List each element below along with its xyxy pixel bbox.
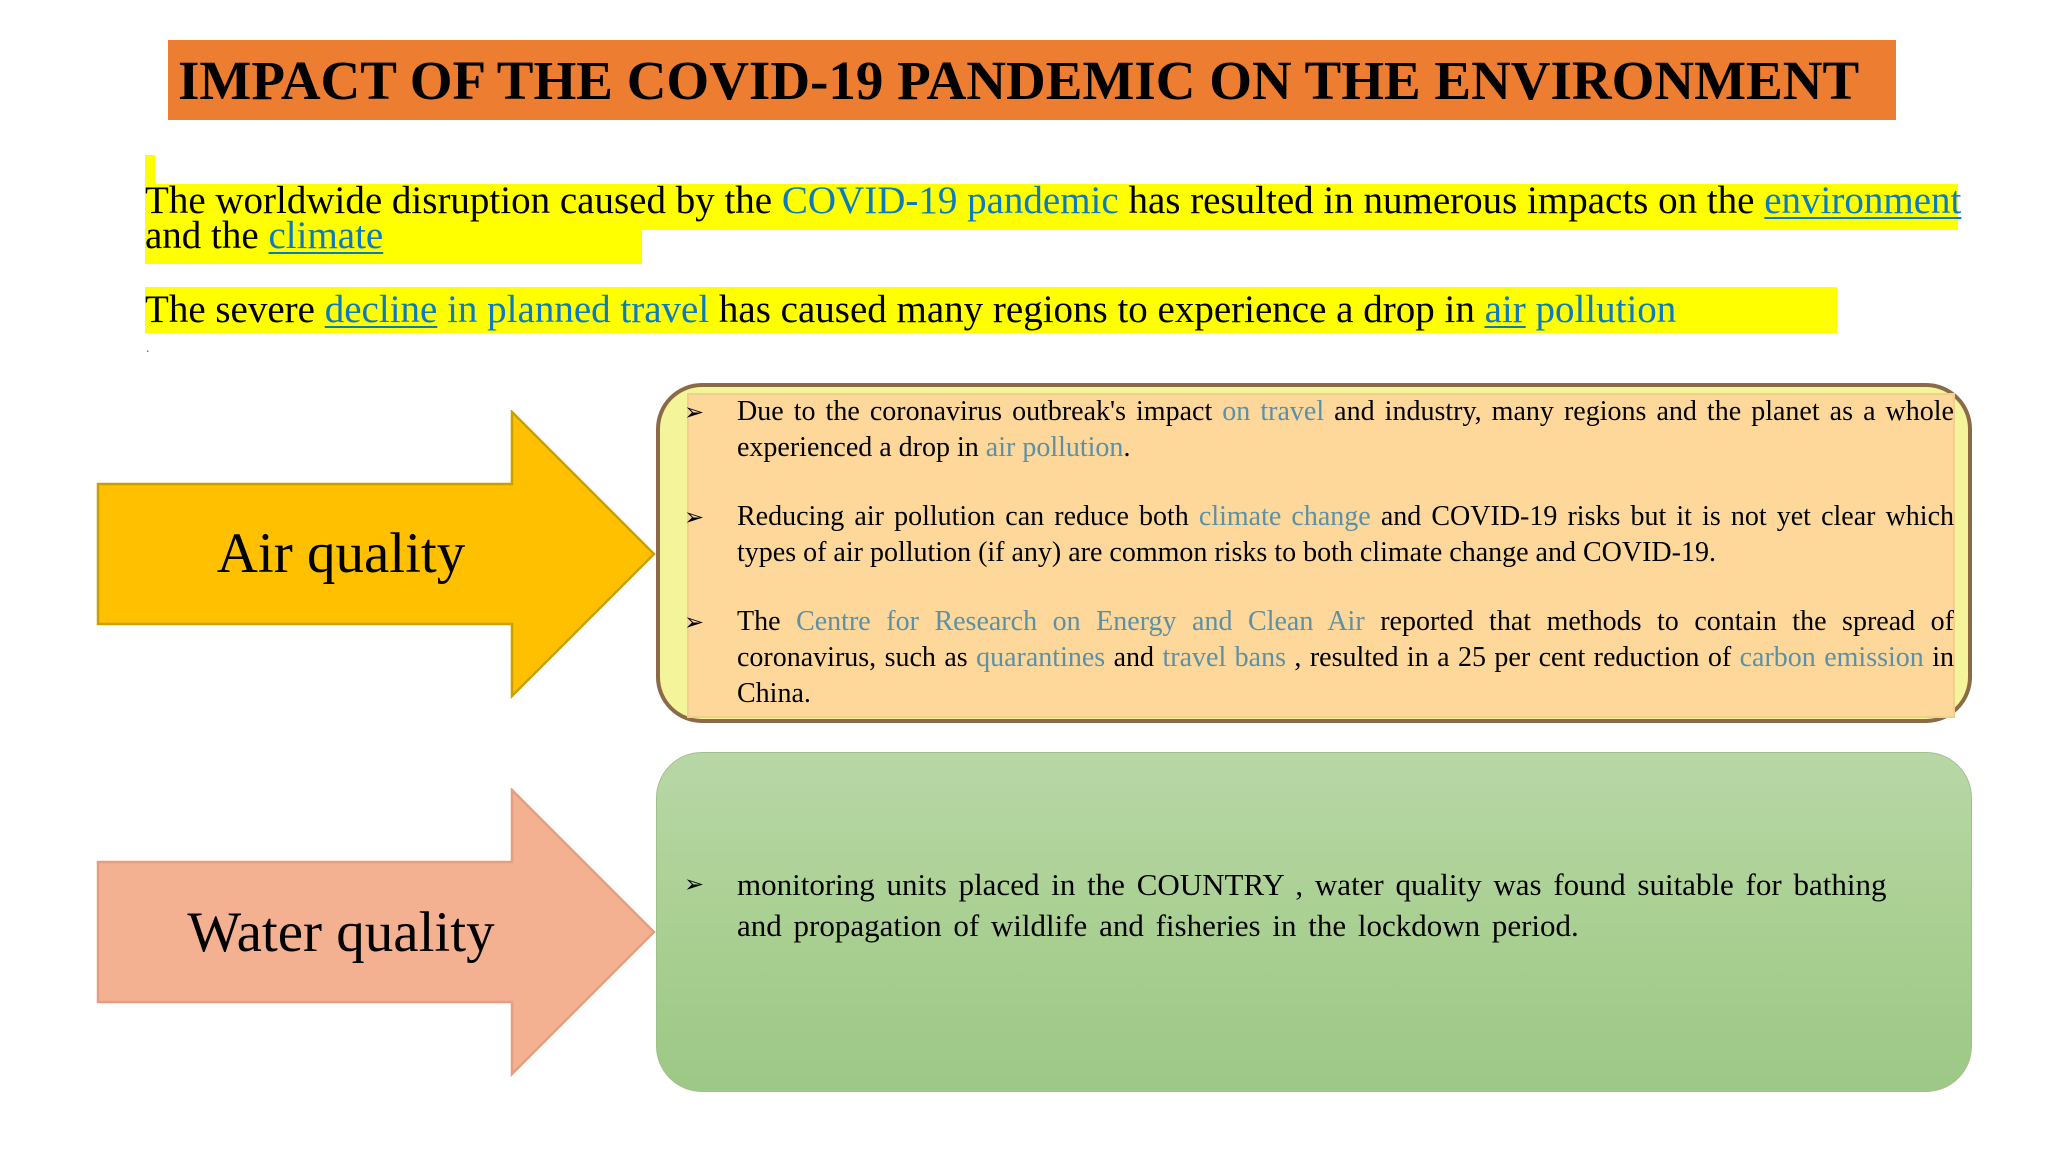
intro-paragraph-2 [145,287,1965,333]
link-pollution[interactable]: pollution [1525,288,1677,331]
bullet-text: and industry, many regions and the planet as a whole experienced a drop in [737,396,1954,463]
link-covid-pandemic[interactable]: COVID-19 pandemic [781,179,1119,222]
arrow-bullet-icon: ➢ [684,398,705,426]
link-travel-bans[interactable]: travel bans [1162,642,1286,673]
arrow-bullet-icon: ➢ [684,870,705,898]
intro-text: has resulted in numerous impacts on the [1118,179,1765,222]
stray-dot: . [146,341,150,356]
intro-text: The worldwide disruption caused by the [145,179,782,222]
bullet-text: Due to the coronavirus outbreak's impact [737,396,1223,427]
link-air-pollution[interactable]: air pollution [985,432,1124,463]
air-quality-label: Air quality [216,522,466,585]
list-item [684,394,1954,466]
intro-paragraph-1 [145,179,1965,257]
link-centre-for-research[interactable]: Centre for Research on Energy and Clean Air [796,606,1365,637]
list-item [684,604,1954,712]
intro-text: and the [145,214,269,257]
arrow-bullet-icon: ➢ [684,503,705,531]
bullet-text: , resulted in a 25 per cent reduction of [1285,642,1740,673]
link-air[interactable]: air [1484,288,1526,331]
link-planned-travel[interactable]: in planned travel [437,288,710,331]
air-quality-bullets [684,394,1954,712]
bullet-text: reported that methods to contain the spread of coronavirus, such as [737,606,1954,673]
link-climate-change[interactable]: climate change [1198,501,1371,532]
link-climate[interactable]: climate [268,214,384,257]
arrow-bullet-icon: ➢ [684,608,705,636]
bullet-text: Reducing air pollution can reduce both [737,501,1199,532]
link-on-travel[interactable]: on travel [1222,396,1325,427]
water-quality-bullets [684,864,1914,946]
link-decline[interactable]: decline [324,288,438,331]
link-environment[interactable]: environment [1764,179,1962,222]
link-quarantines[interactable]: quarantines [976,642,1106,673]
page-title: IMPACT OF THE COVID-19 PANDEMIC ON THE ENVIRONMENT [178,50,1860,111]
bullet-text: . [1123,432,1131,463]
bullet-text: monitoring units placed in the COUNTRY , water quality was found suitable for bathing and propagation of wildlife and fisheries in the lockdown period. [737,867,1887,943]
bullet-text: The [737,606,797,637]
intro-text: The severe [145,288,325,331]
link-carbon-emission[interactable]: carbon emission [1739,642,1924,673]
list-item [684,499,1954,571]
bullet-text: and [1105,642,1163,673]
bullet-text: and COVID-19 risks but it is not yet clear which types of air pollution (if any) are common risks to both climate change and COVID-19. [737,501,1955,568]
bullet-text: in China. [737,642,1954,709]
intro-text: has caused many regions to experience a drop in [709,288,1485,331]
water-quality-label: Water quality [187,901,495,964]
list-item [684,864,1914,946]
